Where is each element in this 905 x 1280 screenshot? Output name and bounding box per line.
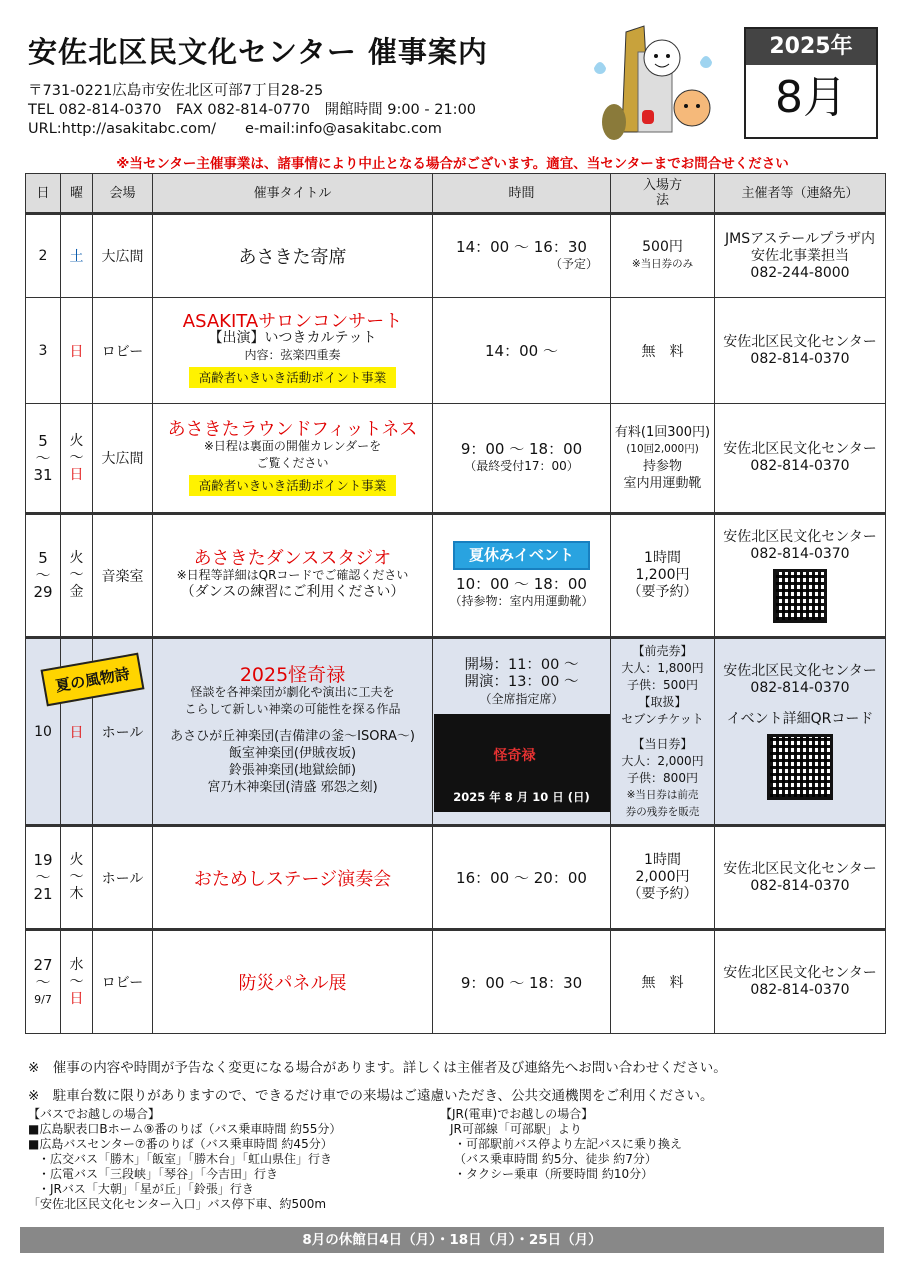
organizer-name: 安佐北区民文化センター — [723, 860, 877, 877]
entry-reserve: （要予約） — [627, 886, 698, 902]
dow-sep: ～ — [69, 449, 84, 466]
day-start: 5 — [38, 431, 48, 450]
day-start: 27 — [33, 955, 53, 974]
page-title: 安佐北区民文化センター 催事案内 — [28, 35, 488, 69]
mascot-illustration — [582, 22, 722, 150]
bus-line: 【バスでお越しの場合】 — [28, 1107, 161, 1121]
venue-cell: ロビー — [93, 298, 153, 404]
col-organizer: 主催者等（連絡先） — [715, 174, 886, 214]
organizer-phone: 082-814-0370 — [750, 545, 850, 562]
bus-access — [28, 1107, 341, 1212]
event-title: あさきたダンススタジオ — [193, 548, 392, 569]
dow-end: 日 — [69, 990, 84, 1007]
notice: ※当センター主催事業は、諸事情により中止となる場合がございます。適宜、当センターまでお問合せください — [116, 156, 789, 172]
time-note: （予定） — [549, 257, 598, 271]
event-note: ※日程は裏面の開催カレンダーを — [203, 438, 382, 453]
organizer-phone: 082-244-8000 — [750, 264, 850, 281]
organizer-dept: 安佐北事業担当 — [751, 247, 849, 264]
entry-bring-item: 室内用運動靴 — [623, 476, 702, 491]
table-row — [26, 514, 886, 638]
handling-store: セブンチケット — [621, 711, 704, 726]
dow-cell: 土 — [61, 214, 93, 298]
dow-cell: 日 — [61, 638, 93, 826]
day-cell: 10 — [26, 638, 61, 826]
qr-code[interactable] — [773, 569, 827, 623]
day-sep: ～ — [35, 972, 51, 991]
bus-line: ・JRバス「大朝」「星が丘」「鈴張」行き — [38, 1182, 254, 1196]
event-title: 防災パネル展 — [238, 973, 347, 994]
event-title: あさきた寄席 — [238, 247, 347, 268]
col-time: 時間 — [433, 174, 611, 214]
dow-start: 火 — [69, 432, 84, 449]
footer-note-1: ※ 催事の内容や時間が予告なく変更になる場合があります。詳しくは主催者及び連絡先へお問い合わせください。 — [28, 1060, 727, 1076]
organizer-phone: 082-814-0370 — [750, 458, 850, 474]
point-badge: 高齢者いきいき活動ポイント事業 — [189, 475, 397, 496]
seating-note: （全席指定席） — [479, 692, 564, 706]
web-line: URL:http://asakitabc.com/ e-mail:info@asakitabc.com — [28, 121, 442, 137]
entry-note: ※当日券のみ — [631, 258, 694, 270]
door-adult: 大人：2,000円 — [621, 753, 704, 768]
organizer-name: 安佐北区民文化センター — [723, 333, 877, 350]
dow-start: 火 — [69, 852, 84, 868]
poster-date: 2025 年 8 月 10 日 (日) — [453, 790, 590, 804]
organizer-phone: 082-814-0370 — [750, 982, 850, 998]
bus-line: ・広電バス「三段峡」「琴谷」「今吉田」行き — [38, 1167, 279, 1181]
point-badge: 高齢者いきいき活動ポイント事業 — [189, 367, 397, 388]
contact-line: TEL 082-814-0370 FAX 082-814-0770 開館時間 9:00 - 21:00 — [28, 102, 477, 118]
entry-bring: 持参物 — [642, 459, 682, 474]
time-text: 16：00 ～ 20：00 — [433, 826, 611, 930]
event-content: 内容：弦楽四重奏 — [244, 348, 341, 362]
entry-text: 無 料 — [611, 930, 715, 1034]
venue-cell: 大広間 — [93, 214, 153, 298]
qr-label: イベント詳細QRコード — [726, 711, 874, 727]
qr-code[interactable] — [767, 734, 833, 800]
organizer-phone: 082-814-0370 — [750, 680, 850, 696]
col-dow: 曜 — [61, 174, 93, 214]
jr-line: 【JR(電車)でお越しの場合】 — [440, 1107, 594, 1121]
event-note: ※日程等詳細はQRコードでご確認ください — [176, 568, 409, 582]
jr-line: ・タクシー乗車（所要時間 約10分） — [454, 1167, 654, 1181]
table-row — [26, 638, 886, 826]
event-desc: 怪談を各神楽団が劇化や演出に工夫を — [190, 685, 395, 699]
venue-cell: 音楽室 — [93, 514, 153, 638]
entry-text: 無 料 — [611, 298, 715, 404]
dow-end: 木 — [69, 886, 84, 902]
summer-badge: 夏の風物詩 — [41, 653, 145, 707]
time-text: 9：00 ～ 18：30 — [433, 930, 611, 1034]
table-row — [26, 930, 886, 1034]
day-start: 19 — [33, 851, 53, 869]
dow-sep: ～ — [69, 567, 84, 583]
summer-event-tag: 夏休みイベント — [453, 541, 590, 570]
closed-days-bar: 8月の休館日4日（月）・18日（月）・25日（月） — [20, 1227, 884, 1253]
entry-reserve: （要予約） — [627, 584, 698, 600]
jr-line: （バス乗車時間 約5分、徒歩 約7分） — [454, 1152, 657, 1166]
day-start: 5 — [38, 549, 48, 567]
organizer-name: 安佐北区民文化センター — [723, 663, 877, 679]
time-text: 14：00 ～ 16：30 — [456, 238, 587, 256]
jr-line: JR可部線「可部駅」より — [450, 1122, 582, 1136]
troupe-2: 飯室神楽団(伊賊夜坂) — [228, 746, 357, 761]
event-note-2: ご覧ください — [256, 455, 329, 470]
event-performer: 【出演】いつきカルテット — [208, 330, 377, 346]
day-sep: ～ — [35, 566, 51, 584]
advance-child: 子供：500円 — [627, 677, 698, 692]
col-venue: 会場 — [93, 174, 153, 214]
jr-access — [440, 1107, 682, 1182]
day-sep: ～ — [35, 448, 51, 467]
door-note: ※当日券は前売 — [626, 788, 699, 801]
month-label: 8月 — [775, 72, 847, 123]
organizer-name: 安佐北区民文化センター — [723, 441, 877, 457]
event-title: おためしステージ演奏会 — [193, 868, 392, 890]
event-note-2: （ダンスの練習にご利用ください） — [180, 584, 405, 600]
show-start: 開演：13：00 ～ — [464, 674, 579, 690]
table-row — [26, 214, 886, 298]
venue-cell: ホール — [93, 826, 153, 930]
dow-start: 水 — [69, 956, 84, 973]
dow-end: 金 — [69, 584, 84, 600]
dow-start: 火 — [69, 550, 84, 566]
entry-fee: 1,200円 — [635, 567, 690, 583]
event-table — [25, 173, 886, 1034]
event-title: ASAKITAサロンコンサート — [182, 311, 403, 332]
bus-line: ■広島駅表口Bホーム⑨番のりば（バス乗車時間 約55分） — [28, 1122, 342, 1136]
time-note: （最終受付17：00） — [464, 459, 579, 473]
year-label: 2025年 — [746, 29, 876, 65]
table-row — [26, 826, 886, 930]
event-title: 2025怪奇禄 — [239, 664, 346, 686]
venue-cell: ロビー — [93, 930, 153, 1034]
day-cell: 2 — [26, 214, 61, 298]
venue-cell: 大広間 — [93, 404, 153, 514]
bus-line: 「安佐北区民文化センター入口」バス停下車、約500m — [28, 1197, 327, 1211]
entry-text: 500円 — [642, 239, 683, 255]
day-end: 31 — [33, 465, 53, 484]
troupe-4: 宮乃木神楽団(清盛 邪怨之刻) — [207, 780, 378, 795]
entry-duration: 1時間 — [644, 852, 681, 868]
day-end: 21 — [33, 885, 53, 903]
time-text: 14：00 ～ — [433, 298, 611, 404]
footer-note-2: ※ 駐車台数に限りがありますので、できるだけ車での来場はご遠慮いただき、公共交通機関をご利用ください。 — [28, 1088, 714, 1104]
dow-sep: ～ — [69, 869, 84, 885]
col-entry: 入場方法 — [611, 174, 715, 214]
organizer-name: JMSアステールプラザ内 — [725, 230, 875, 247]
bus-line: ■広島バスセンター⑦番のりば（バス乗車時間 約45分） — [28, 1137, 333, 1151]
poster-title: 怪奇禄 — [493, 748, 536, 764]
time-text: 10：00 ～ 18：00 — [456, 575, 587, 593]
event-title: あさきたラウンドフィットネス — [167, 418, 418, 440]
door-note-2: 券の残券を販売 — [625, 805, 700, 818]
day-end: 9/7 — [34, 992, 52, 1006]
organizer-phone: 082-814-0370 — [750, 350, 850, 367]
event-desc-2: こらして新しい神楽の可能性を探る作品 — [184, 702, 401, 716]
organizer-name: 安佐北区民文化センター — [723, 528, 877, 545]
table-row — [26, 298, 886, 404]
doors-open: 開場：11：00 ～ — [464, 657, 579, 673]
organizer-name: 安佐北区民文化センター — [723, 965, 877, 981]
day-sep: ～ — [35, 868, 51, 886]
dow-cell: 日 — [61, 298, 93, 404]
event-poster-image — [434, 714, 610, 812]
entry-duration: 1時間 — [644, 550, 681, 566]
door-child: 子供：800円 — [627, 770, 698, 785]
advance-ticket: 【前売券】 — [632, 643, 693, 658]
day-end: 29 — [33, 583, 53, 601]
advance-adult: 大人：1,800円 — [621, 660, 704, 675]
entry-fee: 有料(1回300円) — [614, 425, 711, 440]
venue-cell: ホール — [93, 638, 153, 826]
bus-line: ・広交バス「勝木」「飯室」「勝木台」「虹山県住」行き — [38, 1152, 333, 1166]
col-day: 日 — [26, 174, 61, 214]
handling-label: 【取扱】 — [638, 694, 687, 709]
organizer-phone: 082-814-0370 — [750, 877, 850, 894]
time-text: 9：00 ～ 18：00 — [460, 440, 583, 458]
troupe-1: あさひが丘神楽団(吉備津の釜～ISORA～) — [170, 729, 415, 744]
dow-end: 日 — [69, 466, 84, 483]
dow-sep: ～ — [69, 973, 84, 990]
table-row — [26, 404, 886, 514]
entry-fee-2: (10回2,000円) — [626, 443, 699, 455]
year-month-box — [744, 27, 878, 139]
col-title: 催事タイトル — [153, 174, 433, 214]
troupe-3: 鈴張神楽団(地獄絵師) — [228, 763, 357, 778]
door-ticket: 【当日券】 — [632, 736, 693, 751]
address: 〒731-0221広島市安佐北区可部7丁目28-25 — [28, 83, 324, 99]
time-note: （持参物：室内用運動靴） — [449, 594, 594, 608]
jr-line: ・可部駅前バス停より左記バスに乗り換え — [454, 1137, 683, 1151]
entry-fee: 2,000円 — [635, 869, 690, 885]
table-header — [26, 174, 886, 214]
day-cell: 3 — [26, 298, 61, 404]
